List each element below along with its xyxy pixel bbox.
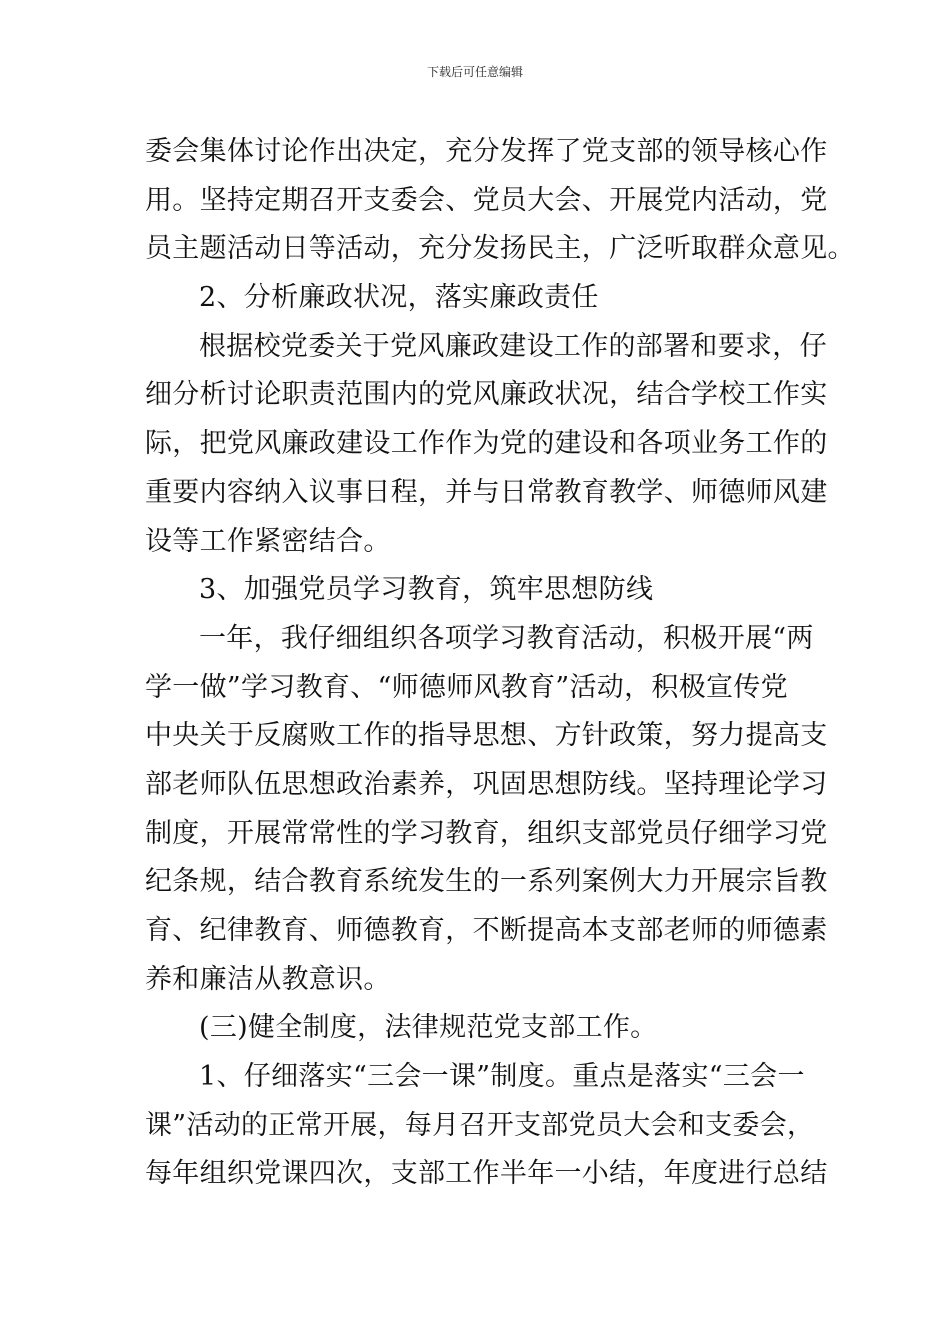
paragraph-start: 1、仔细落实“三会一课”制度。重点是落实“三会一	[199, 1061, 805, 1093]
text-line: 委会集体讨论作出决定，充分发挥了党支部的领导核心作	[145, 136, 828, 167]
text-line: 每年组织党课四次，支部工作半年一小结，年度进行总结	[145, 1158, 828, 1190]
text-line: 际，把党风廉政建设工作作为党的建设和各项业务工作的	[145, 428, 828, 460]
paragraph-start: 一年，我仔细组织各项学习教育活动，积极开展“两	[199, 622, 814, 654]
text-line: 纪条规，结合教育系统发生的一系列案例大力开展宗旨教	[145, 866, 828, 898]
document-body	[145, 128, 855, 1199]
text-line: 重要内容纳入议事日程，并与日常教育教学、师德师风建	[145, 476, 828, 508]
text-line: 部老师队伍思想政治素养，巩固思想防线。坚持理论学习	[145, 768, 828, 800]
text-line: 课”活动的正常开展，每月召开支部党员大会和支委会，	[145, 1109, 815, 1141]
text-line: 员主题活动日等活动，充分发扬民主，广泛听取群众意见。	[145, 233, 855, 265]
text-line: 制度，开展常常性的学习教育，组织支部党员仔细学习党	[145, 817, 828, 849]
text-line: 养和廉洁从教意识。	[145, 963, 391, 995]
section-heading: 3、加强党员学习教育，筑牢思想防线	[199, 574, 654, 606]
section-heading: (三)健全制度，法律规范党支部工作。	[199, 1012, 658, 1044]
text-line: 中央关于反腐败工作的指导思想、方针政策，努力提高支	[145, 720, 828, 752]
text-line: 学一做”学习教育、“师德师风教育”活动，积极宣传党	[145, 671, 788, 703]
text-line: 细分析讨论职责范围内的党风廉政状况，结合学校工作实	[145, 379, 828, 411]
page-header: 下载后可任意编辑	[426, 65, 523, 79]
paragraph-start: 根据校党委关于党风廉政建设工作的部署和要求，仔	[199, 330, 827, 362]
section-heading: 2、分析廉政状况，落实廉政责任	[199, 282, 599, 314]
text-line: 设等工作紧密结合。	[145, 525, 391, 557]
text-line: 用。坚持定期召开支委会、党员大会、开展党内活动，党	[145, 184, 828, 216]
text-line: 育、纪律教育、师德教育，不断提高本支部老师的师德素	[145, 915, 828, 946]
